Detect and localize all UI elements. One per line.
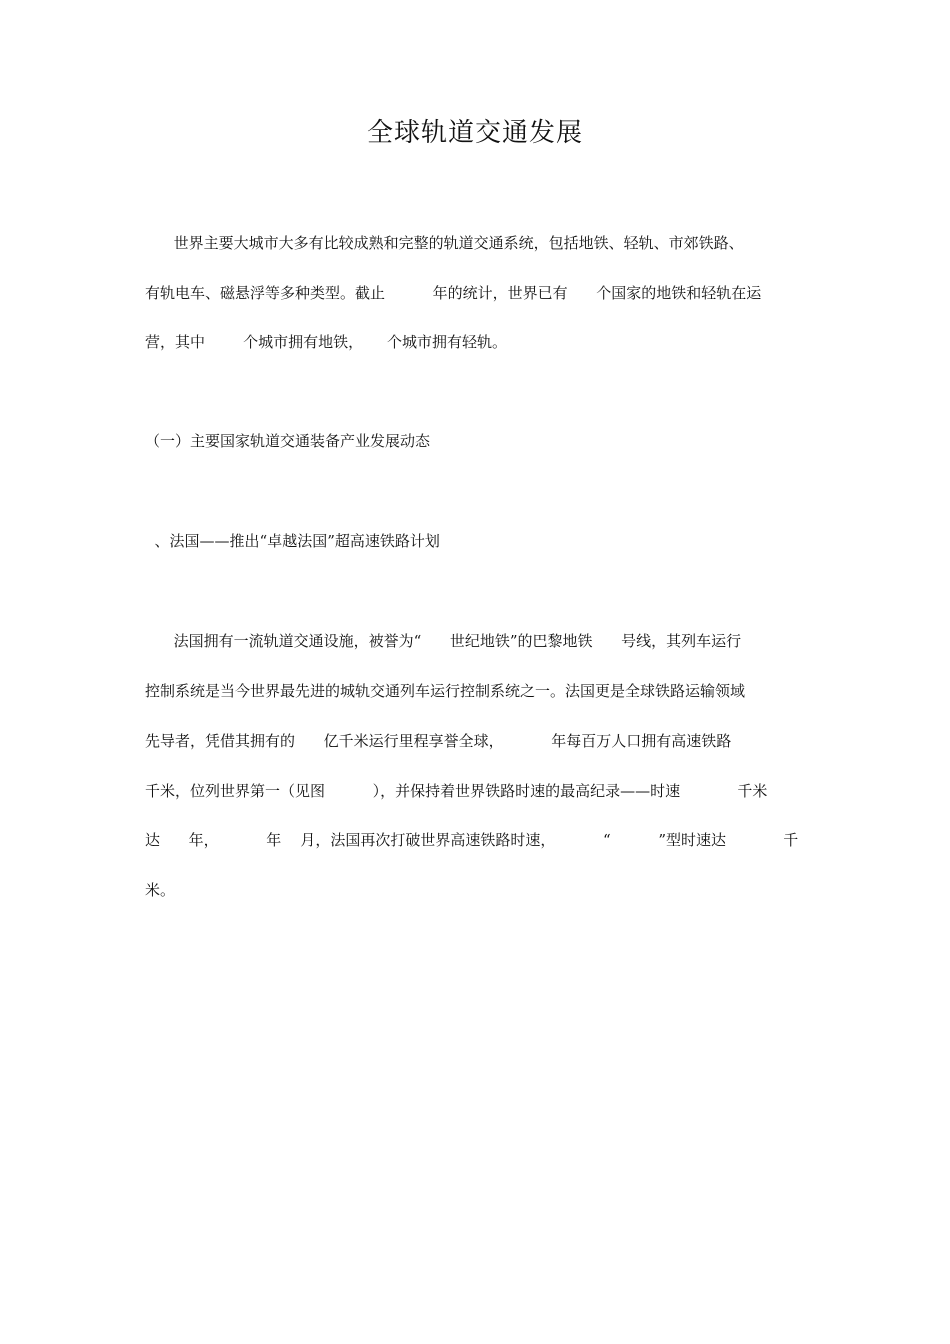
paragraph-2-line-6: 米。	[145, 881, 176, 899]
document-title: 全球轨道交通发展	[366, 118, 583, 148]
paragraph-2-line-4: 千米，位列世界第一（见图 ），并保持着世界铁路时速的最高纪录——时速 千米	[145, 782, 768, 800]
paragraph-2-line-2: 控制系统是当今世界最先进的城轨交通列车运行控制系统之一。法国更是全球铁路运输领域	[145, 682, 746, 700]
paragraph-1-line-2: 有轨电车、磁悬浮等多种类型。截止 年的统计，世界已有 个国家的地铁和轻轨在运	[145, 284, 762, 302]
paragraph-1-line-1: 世界主要大城市大多有比较成熟和完整的轨道交通系统，包括地铁、轻轨、市郊铁路、	[145, 234, 744, 252]
paragraph-2-line-5: 达 年， 年 月，法国再次打破世界高速铁路时速， “ ”型时速达 千	[145, 831, 799, 849]
subsection-heading: 、法国——推出“卓越法国”超高速铁路计划	[145, 532, 440, 550]
paragraph-2-line-3: 先导者，凭借其拥有的 亿千米运行里程享誉全球， 年每百万人口拥有高速铁路	[145, 732, 732, 750]
section-heading: （一）主要国家轨道交通装备产业发展动态	[145, 432, 431, 450]
paragraph-2-line-1: 法国拥有一流轨道交通设施，被誉为“ 世纪地铁”的巴黎地铁 号线，其列车运行	[145, 632, 742, 650]
paragraph-1-line-3: 营，其中 个城市拥有地铁， 个城市拥有轻轨。	[145, 333, 507, 351]
